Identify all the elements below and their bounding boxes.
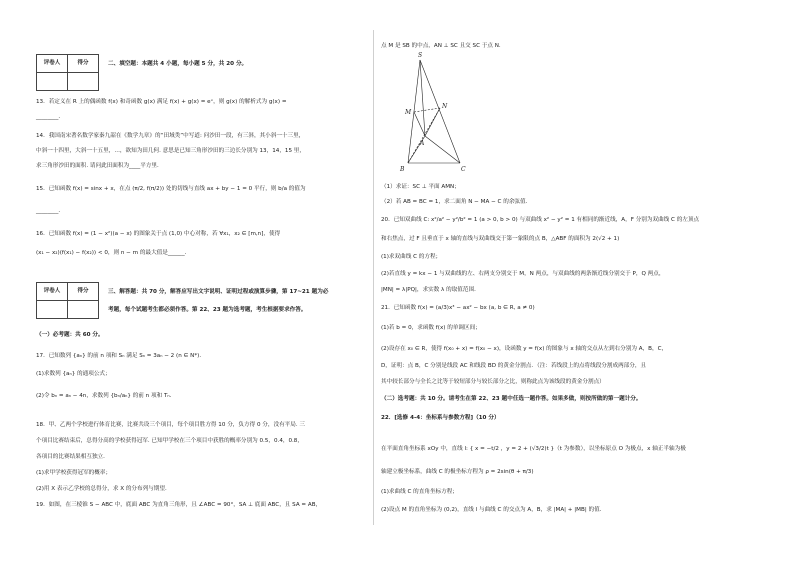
q22-part-2: (2)设点 M 的直角坐标为 (0,2)，直线 l 与曲线 C 的交点为 A，B，求 |MA| + |MB| 的值． (381, 507, 606, 513)
pyramid-figure (393, 50, 469, 178)
q22-line-2: 轴建立极坐标系，曲线 C 的极坐标方程为 ρ = 2sin(θ + π/3) (381, 469, 534, 475)
q21-part-1: (1)若 b = 0，求函数 f(x) 的单调区间； (381, 325, 481, 331)
q19-line-1: 19．如图，在三棱锥 S − ABC 中，底面 ABC 为直角三角形，且 ∠ABC = 90°，SA ⊥ 底面 ABC，且 SA = AB， (36, 502, 322, 508)
q14-line-1: 14．我国南宋著名数学家秦九韶在《数学九章》的“田域类”中写道: 问沙田一段，有三斜，其小斜一十三里， (36, 133, 305, 139)
q20-line-1: 20．已知双曲线 C: x²/a² − y²/b² = 1 (a > 0, b > 0) 与双曲线 x² − y² = 1 有相同的渐近线，A，F 分别为双曲线 C 的左顶点 (381, 217, 700, 223)
q19-part-2: （2）若 AB = BC = 1，求二面角 N − MA − C 的余弦值． (381, 199, 532, 205)
q17-line: 17．已知数列 {aₙ} 的前 n 项和 Sₙ 满足 Sₙ = 3aₙ − 2 (n ∈ N*)． (36, 353, 205, 359)
edge-MN (414, 108, 440, 112)
q14-line-3: 求三角形沙田的面积. 请问此田面积为____平方里． (36, 163, 163, 169)
q13-blank: ________． (36, 114, 64, 120)
score-box-1 (36, 54, 99, 91)
q21-part-2-line-2: D，证明：点 B，C 分别是线段 AC 和线段 BD 的黄金分割点．（注：若线段上的点将线段分割成两部分，且 (381, 363, 647, 369)
grader-cell[interactable] (37, 73, 68, 91)
q15-blank: ________． (36, 208, 64, 214)
edge-AN (425, 108, 440, 136)
label-N: N (442, 103, 448, 110)
q19-line-2: 点 M 是 SB 的中点，AN ⊥ SC 且交 SC 于点 N． (381, 43, 505, 49)
q18-line-1: 18．甲、乙两个学校进行体育比赛，比赛共设三个项目，每个项目胜方得 10 分，负方得 0 分，没有平局. 三 (36, 422, 305, 428)
label-B: B (400, 166, 405, 173)
q19-part-1: （1）求证：SC ⊥ 平面 AMN； (381, 184, 460, 190)
q20-part-1: (1)求双曲线 C 的方程； (381, 254, 442, 260)
q20-part-2-line-1: (2)若直线 y = kx − 1 与双曲线的左、右两支分别交于 M，N 两点，与双曲线的两条渐近线分别交于 P，Q 两点， (381, 271, 665, 277)
column-divider (373, 30, 374, 525)
q21-part-2-line-1: (2)设存在 x₀ ∈ R，使得 f(x₀ + x) = f(x₀ − x)，设函数 y = f(x) 的图象与 x 轴的交点从左到右分别为 A，B，C， (381, 346, 668, 352)
label-S: S (418, 52, 423, 59)
label-M: M (405, 109, 412, 116)
q18-part-2: (2)用 X 表示乙学校的总得分，求 X 的分布列与期望． (36, 486, 171, 492)
grader-label: 评卷人 (37, 55, 68, 73)
grader-label-2: 评卷人 (37, 283, 68, 301)
score-cell-2[interactable] (68, 301, 99, 319)
q17-part-1: (1)求数列 {aₙ} 的通项公式； (36, 371, 111, 377)
score-label: 得分 (68, 55, 99, 73)
edge-MA (414, 112, 425, 136)
q21-line: 21．已知函数 f(x) = (a/3)x³ − ax² − bx (a, b ∈ R, a ≠ 0) (381, 305, 535, 311)
q18-line-3: 各项目的比赛结果相互独立． (36, 454, 109, 460)
q20-line-2: 和右焦点，过 F 且垂直于 x 轴的直线与双曲线交于第一象限的点 B，△ABF 的面积为 2(√2 + 1) (381, 236, 620, 242)
q20-part-2-line-2: |MN| = λ|PQ|，求实数 λ 的取值范围． (381, 287, 480, 293)
score-label-2: 得分 (68, 283, 99, 301)
q21-part-2-line-3: 其中较长部分与全长之比等于较短部分与较长部分之比，则称此点为该线段的黄金分割点） (381, 379, 605, 385)
label-A: A (420, 140, 425, 147)
q16-line-2: (x₁ − x₂)(f(x₁) − f(x₂)) < 0，则 n − m 的最大值是______． (36, 250, 191, 256)
grader-cell-2[interactable] (37, 301, 68, 319)
score-box-2 (36, 282, 99, 319)
required-heading: （一）必考题：共 60 分。 (36, 332, 104, 338)
section-3-heading-line-1: 三、解答题：共 70 分，解答应写出文字说明、证明过程或演算步骤，第 17~21 题为必 (108, 289, 329, 295)
q14-line-2: 中斜一十四里，大斜一十五里，…，欲知为田几何. 意思是已知三角形沙田的三边长分别为 13，14，15 里， (36, 148, 305, 154)
q22-title: 22．[选修 4-4：坐标系与参数方程]（10 分） (381, 415, 500, 421)
q13-line: 13．若定义在 R 上的偶函数 f(x) 和奇函数 g(x) 满足 f(x) + g(x) = eˣ，则 g(x) 的解析式为 g(x) = (36, 99, 287, 105)
q16-line-1: 16．已知函数 f(x) = (1 − x²)(a − x) 的图象关于点 (1,0) 中心对称，若 ∀x₁，x₂ ∈ [m,n]，使得 (36, 231, 281, 237)
section-3-heading-line-2: 考题，每个试题考生都必须作答。第 22、23 题为选考题，考生根据要求作答。 (108, 307, 307, 313)
q22-line-1: 在平面直角坐标系 xOy 中，直线 l: { x = −t/2 ，y = 2 + (√3/2)t }（t 为参数），以坐标原点 O 为极点，x 轴正半轴为极 (381, 446, 686, 452)
optional-heading: （二）选考题：共 10 分。请考生在第 22、23 题中任选一题作答。如果多做，则按所做的第一题计分。 (381, 396, 642, 402)
q18-part-1: (1)求甲学校获得冠军的概率； (36, 470, 112, 476)
section-2-heading: 二、填空题：本题共 4 小题，每小题 5 分，共 20 分。 (108, 61, 248, 67)
q17-part-2: (2)令 bₙ = aₙ − 4n，求数列 {bₙ/aₙ} 的前 n 项和 Tₙ． (36, 393, 176, 399)
score-cell[interactable] (68, 73, 99, 91)
q18-line-2: 个项目比赛结束后，总得分高的学校获得冠军. 已知甲学校在三个项目中获胜的概率分别为 0.5，0.4，0.8， (36, 438, 303, 444)
q22-part-1: (1)求曲线 C 的直角坐标方程； (381, 489, 458, 495)
q15-line: 15．已知函数 f(x) = sinx + x，在点 (π/2, f(π/2)) 处的切线与直线 ax + by − 1 = 0 平行，则 b/a 的值为 (36, 186, 306, 192)
label-C: C (461, 166, 466, 173)
